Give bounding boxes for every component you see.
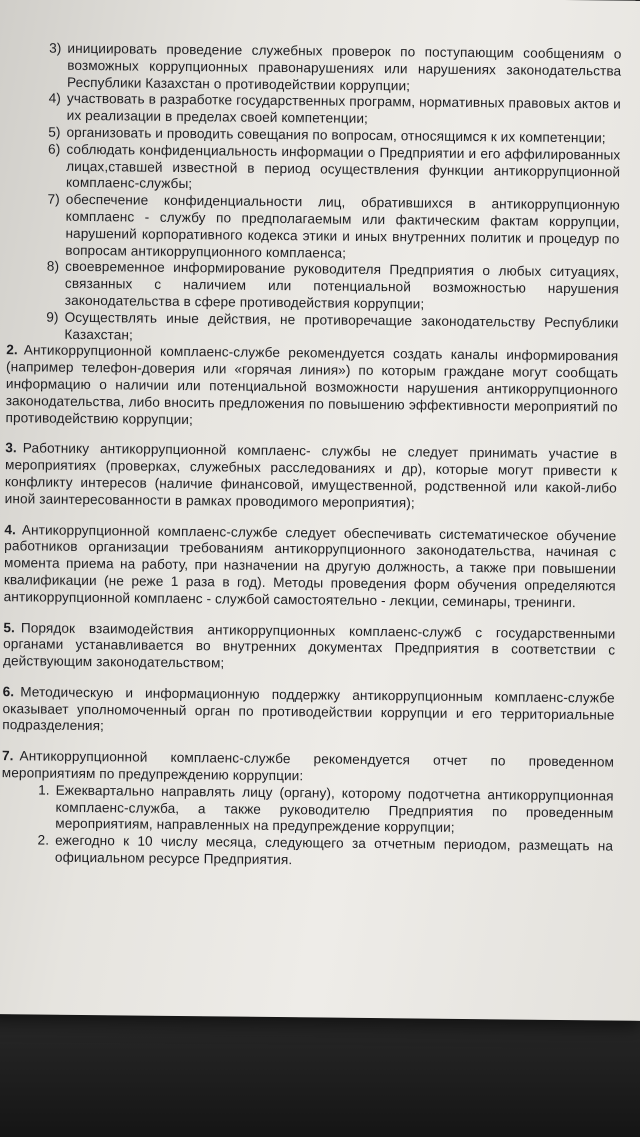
list-item-number: 7) xyxy=(47,191,60,207)
list-item-text: соблюдать конфиденциальность информации о Предприятии и его аффилированных лицах,ставшей известной в период осуществления функции антикоррупционной комплаенс-службы; xyxy=(65,141,621,192)
list-item-text: инициировать проведение служебных проверок по поступающим сообщениям о возможных коррупционных правонарушениях или нарушениях законодательства Республики Казахстан о противодействии коррупции; xyxy=(67,40,622,93)
sub-list xyxy=(1,782,614,872)
sub-list-item xyxy=(1,782,613,839)
paragraph-text: Работнику антикоррупционной комплаенс- службы не следует принимать участие в мероприятиях (проверках, служебных расследованиях и др), которые могут привести к конфликту интересов (наличие финансовой, имущественной, родственной или какой-либо иной заинтересованности в рамках проводимого мероприятия); xyxy=(4,440,618,511)
paragraph-4 xyxy=(4,522,617,612)
list-item-text: своевременное информирование руководителя Предприятия о любых ситуациях, связанных с наличием или потенциальной возможностью нарушения законодательства в сфере противодействия коррупции; xyxy=(64,259,620,312)
sub-list-item-text: ежегодно к 10 числу месяца, следующего за отчетным периодом, размещать на официальном ресурсе Предприятия. xyxy=(54,832,614,868)
paragraph-number: 2. xyxy=(6,342,18,358)
list-item-text: Осуществлять иные действия, не противоречащие законодательству Республики Казахстан; xyxy=(64,309,619,343)
paragraph-2 xyxy=(5,343,618,433)
sub-list-item xyxy=(1,832,613,872)
list-item xyxy=(7,191,620,265)
list-item-text: обеспечение конфиденциальности лиц, обратившихся в антикоррупционную комплаенс - службу по предполагаемым или фактическим фактам коррупции, нарушений корпоративного кодекса этики и иных внутренних политик и процедур по вопросам антикоррупционного комплаенса; xyxy=(65,191,620,261)
list-item-text: участвовать в разработке государственных программ, нормативных правовых актов и их реализации в пределах своей компетенции; xyxy=(66,91,621,127)
paragraph-number: 4. xyxy=(4,521,17,537)
list-item-number: 6) xyxy=(48,141,61,157)
paragraph-6 xyxy=(2,684,614,741)
list-item-text: организовать и проводить совещания по вопросам, относящимся к их компетенции; xyxy=(66,124,606,146)
list-item xyxy=(8,141,620,198)
paragraph-number: 5. xyxy=(3,619,15,635)
paragraph-number: 7. xyxy=(1,748,14,764)
sub-list-item-number: 2. xyxy=(37,832,50,848)
paragraph-3 xyxy=(5,440,618,514)
list-item-number: 8) xyxy=(46,258,60,275)
list-item xyxy=(7,259,619,316)
paragraph-text: Методическую и информационную поддержку антикоррупционным комплаенс-службе оказывает уполномоченный орган по противодействии коррупции и его территориальные подразделения; xyxy=(2,684,615,734)
paragraph-number: 6. xyxy=(2,684,15,700)
paragraph-number: 3. xyxy=(5,440,17,456)
list-item xyxy=(9,40,621,97)
document-body xyxy=(1,40,622,872)
sub-list-item-text: Ежеквартально направлять лицу (органу), которому подотчетна антикоррупционная комплаенс-служба, а также руководителю Предприятия по проведенным мероприятиям, направленных на предупреждение коррупции; xyxy=(55,782,614,836)
list-item-number: 3) xyxy=(49,40,62,56)
list-item-number: 4) xyxy=(48,90,61,107)
paragraph-5 xyxy=(3,620,615,677)
list-item-number: 5) xyxy=(48,124,61,140)
paragraph-text: Антикоррупционной комплаенс-службе следует обеспечивать систематическое обучение работников организации требованиям антикоррупционного законодательства, начиная с момента приема на работу, при назначении на другую должность, а также при повышении квалификации (не реже 1 раза в год). Методы проведения форм обучения определяются антикоррупционной комплаенс - службой самостоятельно - лекции, семинары, тренинги. xyxy=(3,521,617,610)
paragraph-text: Порядок взаимодействия антикоррупционных комплаенс-служб с государственными органами устанавливается во внутренних документах Предприятия в соответствии с действующим законодательством; xyxy=(2,619,616,671)
paragraph-text: Антикоррупционной комплаенс-службе рекомендуется создать каналы информирования (например телефон-доверия или «горячая линия») по которым граждане могут сообщать информацию о наличии или потенциальной возможности нарушения антикоррупционного законодательства, либо вносить предложения по повышению эффективности мероприятий по противодействию коррупции; xyxy=(5,342,619,427)
list-item-number: 9) xyxy=(46,309,59,325)
paragraph-text: Антикоррупционной комплаенс-службе рекомендуется отчет по проведенном мероприятиям по предупреждению коррупции: xyxy=(1,748,615,784)
sub-list-item-number: 1. xyxy=(38,782,50,798)
